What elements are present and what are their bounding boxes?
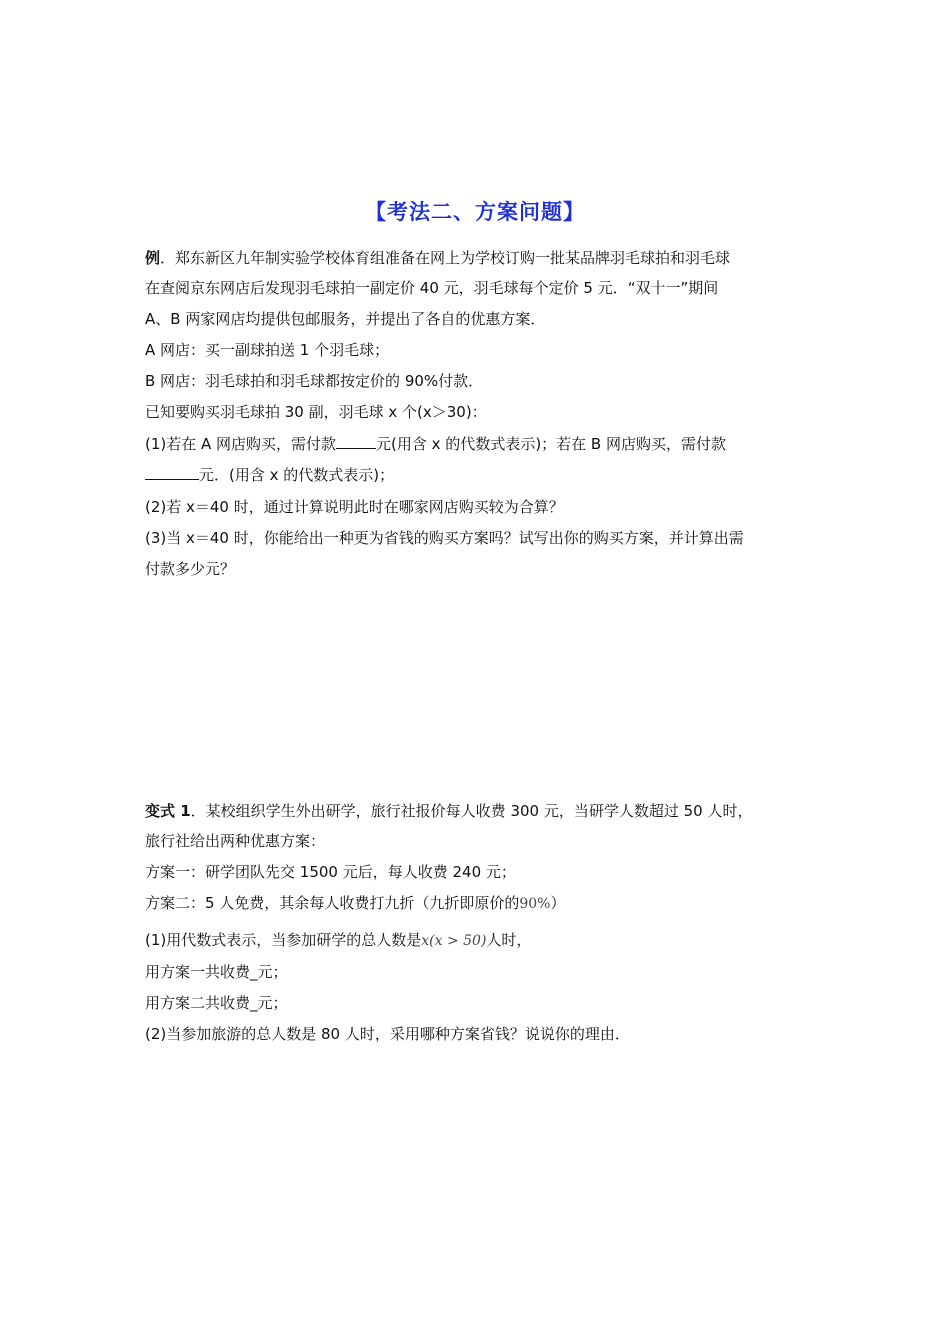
q1-text-a: (1)若在 A 网店购买，需付款 bbox=[145, 435, 337, 453]
example-label: 例 bbox=[145, 249, 161, 267]
plan2-end: ） bbox=[550, 894, 566, 912]
example-question-1-cont bbox=[145, 465, 394, 485]
variant-plan-2 bbox=[145, 893, 565, 914]
variant-question-2: (2)当参加旅游的总人数是 80 人时，采用哪种方案省钱？说说你的理由． bbox=[145, 1025, 630, 1043]
variant-text-1: ．某校组织学生外出研学，旅行社报价每人收费 300 元，当研学人数超过 50 人时， bbox=[190, 802, 753, 820]
plan2-math: 90% bbox=[519, 896, 551, 912]
variant-question-1b: 用方案二共收费_元； bbox=[145, 994, 288, 1012]
variant-line-1 bbox=[145, 801, 752, 821]
variant-line-2: 旅行社给出两种优惠方案： bbox=[145, 832, 326, 850]
vq1-math: x(x > 50) bbox=[421, 933, 487, 949]
example-line-2: 在查阅京东网店后发现羽毛球拍一副定价 40 元，羽毛球每个定价 5 元．“双十一”期间 bbox=[145, 279, 719, 297]
vq1-end: 人时， bbox=[486, 931, 532, 949]
variant-question-1a: 用方案一共收费_元； bbox=[145, 963, 288, 981]
example-question-3: (3)当 x＝40 时，你能给出一种更为省钱的购买方案吗？试写出你的购买方案，并计算出需 bbox=[145, 529, 744, 547]
section-title: 【考法二、方案问题】 bbox=[365, 200, 585, 224]
answer-blank-a bbox=[336, 434, 376, 449]
example-line-5: B 网店：羽毛球拍和羽毛球都按定价的 90%付款． bbox=[145, 372, 484, 390]
example-question-1 bbox=[145, 434, 726, 454]
example-line-4: A 网店：买一副球拍送 1 个羽毛球； bbox=[145, 341, 390, 359]
example-line-6: 已知要购买羽毛球拍 30 副，羽毛球 x 个(x＞30)： bbox=[145, 403, 487, 421]
q1-text-c: 元．(用含 x 的代数式表示)； bbox=[199, 466, 395, 484]
variant-question-1 bbox=[145, 930, 531, 951]
example-question-2: (2)若 x＝40 时，通过计算说明此时在哪家网店购买较为合算？ bbox=[145, 498, 564, 516]
example-line-3: A、B 两家网店均提供包邮服务，并提出了各自的优惠方案． bbox=[145, 310, 546, 328]
example-text-1: ．郑东新区九年制实验学校体育组准备在网上为学校订购一批某品牌羽毛球拍和羽毛球 bbox=[160, 249, 731, 267]
answer-blank-b bbox=[145, 465, 199, 480]
variant-label: 变式 1 bbox=[145, 802, 191, 820]
example-question-3-cont: 付款多少元？ bbox=[145, 560, 236, 578]
vq1-text: (1)用代数式表示，当参加研学的总人数是 bbox=[145, 931, 422, 949]
q1-text-b: 元(用含 x 的代数式表示)；若在 B 网店购买，需付款 bbox=[376, 435, 726, 453]
plan2-text: 方案二：5 人免费，其余每人收费打九折（九折即原价的 bbox=[145, 894, 520, 912]
example-line-1 bbox=[145, 248, 730, 268]
variant-plan-1: 方案一：研学团队先交 1500 元后，每人收费 240 元； bbox=[145, 863, 516, 881]
